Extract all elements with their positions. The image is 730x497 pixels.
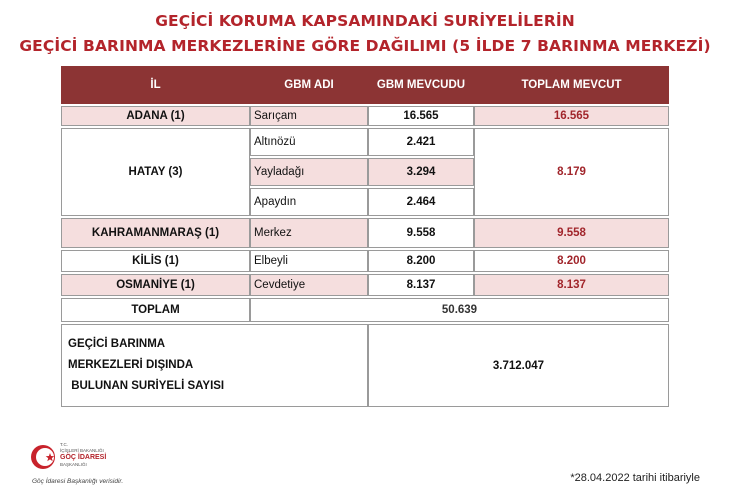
header-gbm-adi: GBM ADI [250,66,368,104]
page-title-line2: GEÇİCİ BARINMA MERKEZLERİNE GÖRE DAĞILIMI (5 İLDE 7 BARINMA MERKEZİ) [19,37,711,55]
cell-gbm: Merkez [250,218,368,248]
outside-label-line2: MERKEZLERİ DIŞINDA [68,359,194,371]
cell-mevcut: 3.294 [368,158,474,186]
outside-label-line1: GEÇİCİ BARINMA [68,338,166,350]
page-title-line1: GEÇİCİ KORUMA KAPSAMINDAKİ SURİYELİLERİN [155,12,575,30]
total-value: 50.639 [250,298,669,322]
cell-gbm: Elbeyli [250,250,368,272]
cell-toplam: 8.200 [474,250,669,272]
cell-mevcut: 2.421 [368,128,474,156]
cell-toplam: 8.137 [474,274,669,296]
table-row-osmaniye [61,274,669,296]
logo-line2: İÇİŞLERİ BAKANLIĞI [60,448,104,453]
table-row-total [61,298,669,322]
distribution-table [61,64,669,409]
cell-mevcut: 8.137 [368,274,474,296]
table-header-row [61,66,669,104]
cell-gbm: Altınözü [250,128,368,156]
cell-il: KAHRAMANMARAŞ (1) [61,218,250,248]
cell-mevcut: 9.558 [368,218,474,248]
cell-toplam: 16.565 [474,106,669,126]
header-il: İL [61,66,250,104]
footnote-date: *28.04.2022 tarihi itibariyle [570,472,700,484]
logo-caption: Göç İdaresi Başkanlığı verisidir. [32,478,124,485]
cell-toplam: 9.558 [474,218,669,248]
logo-line1: T.C. [60,442,69,447]
cell-gbm: Cevdetiye [250,274,368,296]
cell-il: HATAY (3) [61,128,250,216]
crescent-star-icon [30,444,56,470]
logo-line4: BAŞKANLIĞI [60,462,87,467]
cell-toplam: 8.179 [474,128,669,216]
table-row-outside [61,324,669,407]
logo-line3: GÖÇ İDARESİ [60,454,107,461]
outside-label [61,324,368,407]
total-label: TOPLAM [61,298,250,322]
institution-logo [30,442,140,490]
outside-value: 3.712.047 [368,324,669,407]
cell-gbm: Yayladağı [250,158,368,186]
cell-il: KİLİS (1) [61,250,250,272]
table-row-kahramanmaras [61,218,669,248]
table-row-adana [61,106,669,126]
cell-gbm: Apaydın [250,188,368,216]
cell-gbm: Sarıçam [250,106,368,126]
cell-il: ADANA (1) [61,106,250,126]
header-toplam-mevcut: TOPLAM MEVCUT [474,66,669,104]
cell-mevcut: 16.565 [368,106,474,126]
header-gbm-mevcudu: GBM MEVCUDU [368,66,474,104]
table-row-kilis [61,250,669,272]
logo-text [60,442,106,468]
table-row-hatay-1 [61,128,669,156]
cell-mevcut: 2.464 [368,188,474,216]
outside-label-line3: BULUNAN SURİYELİ SAYISI [68,380,225,392]
cell-il: OSMANİYE (1) [61,274,250,296]
cell-mevcut: 8.200 [368,250,474,272]
